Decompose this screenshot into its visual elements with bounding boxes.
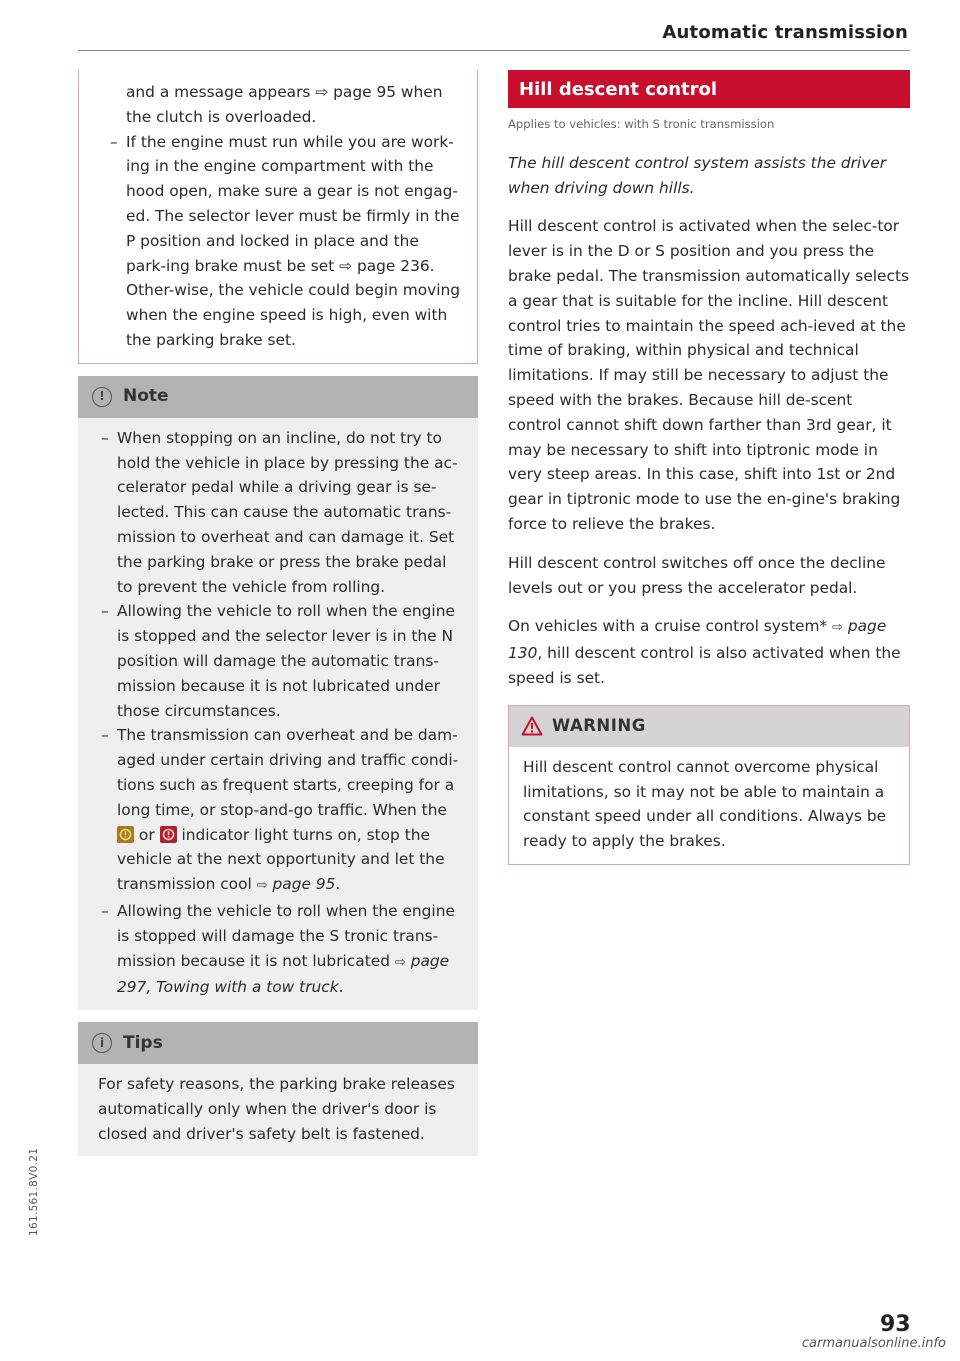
warning-triangle-icon <box>521 716 543 736</box>
tips-icon: i <box>92 1033 112 1053</box>
note-item-text: Allowing the vehicle to roll when the engine is stopped will damage the S tronic trans-mission because it is not lubricated <box>117 901 455 970</box>
note-header <box>78 376 478 418</box>
left-column <box>78 70 478 1156</box>
warning-cont-item-text: If the engine must run while you are work-ing in the engine compartment with the hood open, make sure a gear is not engag-ed. The selector lever must be firmly in the P position and locked in place and the park-ing brake must be set ⇨ page 236. Other-wise, the vehicle could begin moving when the engine speed is high, even with the parking brake set. <box>126 132 461 349</box>
warning-text: Hill descent control cannot overcome physical limitations, so it may not be able to maintain a constant speed under all conditions. Always be ready to apply the brakes. <box>523 757 887 851</box>
warning-cont-para: and a message appears ⇨ page 95 when the clutch is overloaded. <box>126 83 443 126</box>
applies-to: Applies to vehicles: with S tronic transmission <box>508 117 775 131</box>
tips-text: For safety reasons, the parking brake releases automatically only when the driver's door is closed and driver's safety belt is fastened. <box>98 1075 455 1143</box>
tips-body <box>78 1064 478 1156</box>
body-paragraph: Hill descent control switches off once the decline levels out or you press the accelerator pedal. <box>508 553 886 597</box>
page-ref-arrow-icon: ⇨ <box>832 620 843 636</box>
note-item-text: Allowing the vehicle to roll when the engine is stopped and the selector lever is in the N position will damage the automatic trans-mission because it is not lubricated under those circumstances. <box>117 602 455 720</box>
page-ref-arrow-icon: ⇨ <box>256 878 268 894</box>
body-paragraph: On vehicles with a cruise control system* ⇨ page 130, hill descent control is also activated when the speed is set. <box>508 617 901 687</box>
right-column <box>508 70 910 865</box>
body-paragraph: Hill descent control is activated when the selec-tor lever is in the D or S position and you press the brake pedal. The transmission automatically selects a gear that is suitable for the incline. Hill descent control tries to maintain the speed ach-ieved at the time of braking, within physical and technical limitations. If may still be necessary to adjust the speed with the brakes. Because hill de-scent control cannot shift down farther than 3rd gear, it may be necessary to shift into tiptronic mode in very steep areas. In this case, shift into 1st or 2nd gear in tiptronic mode to use the en-gine's braking force to relieve the brakes. <box>508 217 910 533</box>
warning-title: WARNING <box>552 715 646 735</box>
note-item: – When stopping on an incline, do not try to hold the vehicle in place by pressing the ac-celerator pedal while a driving gear is se-lected. This can cause the automatic trans-mission to overheat and can damage it. Set the parking brake or press the brake pedal to prevent the vehicle from rolling. <box>101 428 458 596</box>
note-item: – Allowing the vehicle to roll when the engine is stopped will damage the S tronic trans-mission because it is not lubricated ⇨ page 297, Towing with a tow truck. <box>101 901 455 997</box>
note-item: – Allowing the vehicle to roll when the engine is stopped and the selector lever is in the N position will damage the automatic trans-mission because it is not lubricated under those circumstances. <box>101 602 455 720</box>
note-item-text: indicator light turns on, stop the vehicle at the next opportunity and let the transmission cool <box>117 825 445 894</box>
warning-continuation-box <box>78 70 478 364</box>
note-item: – The transmission can overheat and be dam-aged under certain driving and traffic condi-tions such as frequent starts, creeping for a long time, or stop-and-go traffic. When the or indicator light turns on, stop the vehicle at the next opportunity and let the transmission cool ⇨ page 95. <box>101 726 459 894</box>
indicator-or: or <box>138 825 155 844</box>
running-header: Automatic transmission <box>662 22 908 43</box>
page-reference-link[interactable]: page 297, Towing with a tow truck <box>117 951 450 997</box>
transmission-indicator-red-icon <box>160 826 177 843</box>
warning-body <box>508 747 910 865</box>
warning-cont-item: – If the engine must run while you are work-ing in the engine compartment with the hood open, make sure a gear is not engag-ed. The selector lever must be firmly in the P position and locked in place and the park-ing brake must be set ⇨ page 236. Other-wise, the vehicle could begin moving when the engine speed is high, even with the parking brake set. <box>110 132 461 349</box>
note-item-text: When stopping on an incline, do not try to hold the vehicle in place by pressing the ac-celerator pedal while a driving gear is se-lected. This can cause the automatic trans-mission to overheat and can damage it. Set the parking brake or press the brake pedal to prevent the vehicle from rolling. <box>117 428 458 596</box>
transmission-indicator-yellow-icon <box>117 826 134 843</box>
page-reference-link[interactable]: page 130 <box>508 617 887 663</box>
page-reference-link[interactable]: page 95 <box>272 875 336 894</box>
note-item-text: The transmission can overheat and be dam-aged under certain driving and traffic condi-tions such as frequent starts, creeping for a long time, or stop-and-go traffic. When the <box>117 726 459 819</box>
tips-title: Tips <box>123 1032 163 1053</box>
page-number: 93 <box>880 1312 911 1337</box>
lead-text: The hill descent control system assists the driver when driving down hills. <box>508 153 887 197</box>
header-rule <box>78 50 910 51</box>
watermark: carmanualsonline.info <box>801 1336 946 1351</box>
note-title: Note <box>123 386 169 407</box>
side-code: 161.561.8V0.21 <box>28 1147 40 1236</box>
note-icon: ! <box>92 387 112 407</box>
note-body <box>78 418 478 1010</box>
page-ref-arrow-icon: ⇨ <box>394 954 406 970</box>
warning-header <box>508 705 910 747</box>
tips-header <box>78 1022 478 1064</box>
section-title: Hill descent control <box>508 70 910 108</box>
